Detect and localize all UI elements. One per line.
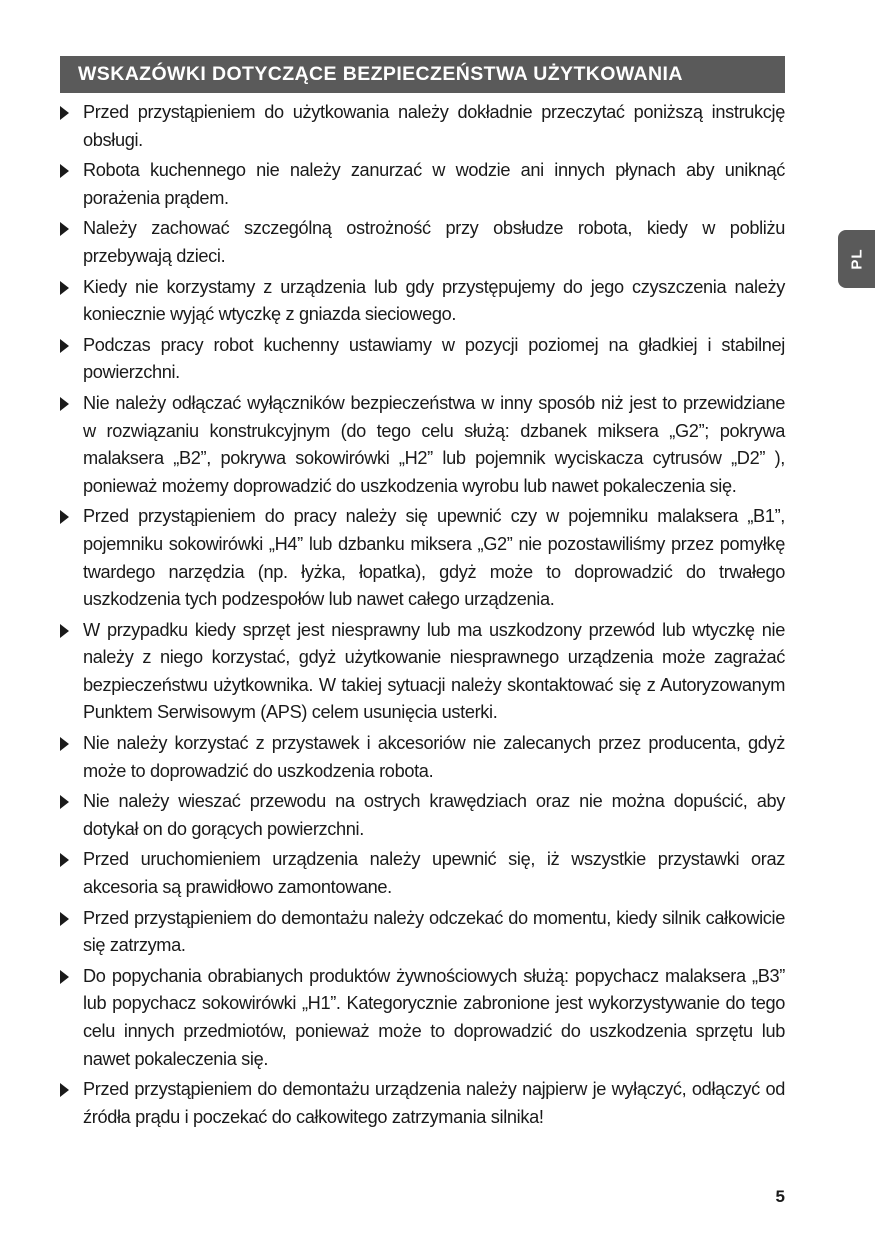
list-item — [60, 846, 785, 901]
list-item — [60, 503, 785, 613]
bullet-icon — [60, 912, 69, 926]
bullet-icon — [60, 106, 69, 120]
list-item-text: Kiedy nie korzystamy z urządzenia lub gdy przystępujemy do jego czyszczenia należy koniecznie wyjąć wtyczkę z gniazda sieciowego. — [83, 276, 785, 325]
list-item-text: Przed przystąpieniem do demontażu urządzenia należy najpierw je wyłączyć, odłączyć od źródła prądu i poczekać do całkowitego zatrzymania silnika! — [83, 1079, 785, 1127]
list-item — [60, 1076, 785, 1131]
list-item — [60, 274, 785, 329]
list-item — [60, 963, 785, 1073]
list-item-text: Do popychania obrabianych produktów żywnościowych służą: popychacz malaksera „B3” lub popychacz sokowirówki „H1”. Kategorycznie zabronione jest wykorzystywanie do tego celu innych przedmiotów, ponieważ może to doprowadzić do uszkodzenia sprzętu lub nawet pokaleczenia się. — [83, 965, 785, 1069]
section-header-bar — [60, 56, 785, 93]
bullet-icon — [60, 339, 69, 353]
language-tab — [838, 230, 875, 288]
section-title: WSKAZÓWKI DOTYCZĄCE BEZPIECZEŃSTWA UŻYTKOWANIA — [78, 63, 683, 85]
bullet-icon — [60, 795, 69, 809]
list-item — [60, 99, 785, 154]
bullet-icon — [60, 222, 69, 236]
list-item-text: Nie należy odłączać wyłączników bezpieczeństwa w inny sposób niż jest to przewidziane w rozwiązaniu konstrukcyjnym (do tego celu służą: dzbanek miksera „G2”; pokrywa malaksera „B2”, pokrywa sokowirówki „H2” lub pojemnik wyciskacza cytrusów „D2” ), ponieważ możemy doprowadzić do uszkodzenia wyrobu lub nawet pokaleczenia się. — [83, 392, 785, 496]
bullet-icon — [60, 624, 69, 638]
list-item-text: Przed przystąpieniem do pracy należy się upewnić czy w pojemniku malaksera „B1”, pojemniku sokowirówki „H4” lub dzbanku miksera „G2” nie pozostawiliśmy przez pomyłkę twardego narzędzia (np. łyżka, łopatka), gdyż może to doprowadzić do trwałego uszkodzenia tych podzespołów lub nawet całego urządzenia. — [83, 506, 785, 610]
bullet-icon — [60, 164, 69, 178]
list-item-text: Nie należy wieszać przewodu na ostrych krawędziach oraz nie można dopuścić, aby dotykał on do gorących powierzchni. — [83, 791, 785, 839]
bullet-icon — [60, 510, 69, 524]
list-item — [60, 617, 785, 727]
list-item — [60, 390, 785, 500]
bullet-icon — [60, 1083, 69, 1097]
bullet-icon — [60, 281, 69, 295]
bullet-icon — [60, 737, 69, 751]
list-item-text: Podczas pracy robot kuchenny ustawiamy w pozycji poziomej na gładkiej i stabilnej powierzchni. — [83, 334, 785, 383]
list-item-text: Robota kuchennego nie należy zanurzać w wodzie ani innych płynach aby uniknąć porażenia prądem. — [83, 160, 785, 208]
safety-instructions-list — [60, 99, 785, 1134]
bullet-icon — [60, 397, 69, 411]
bullet-icon — [60, 970, 69, 984]
list-item — [60, 905, 785, 960]
list-item — [60, 332, 785, 387]
list-item-text: Nie należy korzystać z przystawek i akcesoriów nie zalecanych przez producenta, gdyż może to doprowadzić do uszkodzenia robota. — [83, 733, 785, 781]
list-item-text: Przed przystąpieniem do użytkowania należy dokładnie przeczytać poniższą instrukcję obsługi. — [83, 102, 785, 150]
list-item-text: W przypadku kiedy sprzęt jest niesprawny lub ma uszkodzony przewód lub wtyczkę nie należy z niego korzystać, gdyż użytkowanie niesprawnego urządzenia może zagrażać bezpieczeństwu użytkownika. W takiej sytuacji należy skontaktować się z Autoryzowanym Punktem Serwisowym (APS) celem usunięcia usterki. — [83, 619, 785, 723]
list-item — [60, 215, 785, 270]
page-number: 5 — [775, 1187, 785, 1206]
list-item-text: Należy zachować szczególną ostrożność przy obsłudze robota, kiedy w pobliżu przebywają dzieci. — [83, 218, 785, 266]
list-item — [60, 788, 785, 843]
list-item — [60, 157, 785, 212]
list-item-text: Przed uruchomieniem urządzenia należy upewnić się, iż wszystkie przystawki oraz akcesoria są prawidłowo zamontowane. — [83, 849, 785, 898]
language-tab-label: PL — [848, 248, 865, 270]
list-item — [60, 730, 785, 785]
bullet-icon — [60, 853, 69, 867]
list-item-text: Przed przystąpieniem do demontażu należy odczekać do momentu, kiedy silnik całkowicie się zatrzyma. — [83, 907, 785, 956]
